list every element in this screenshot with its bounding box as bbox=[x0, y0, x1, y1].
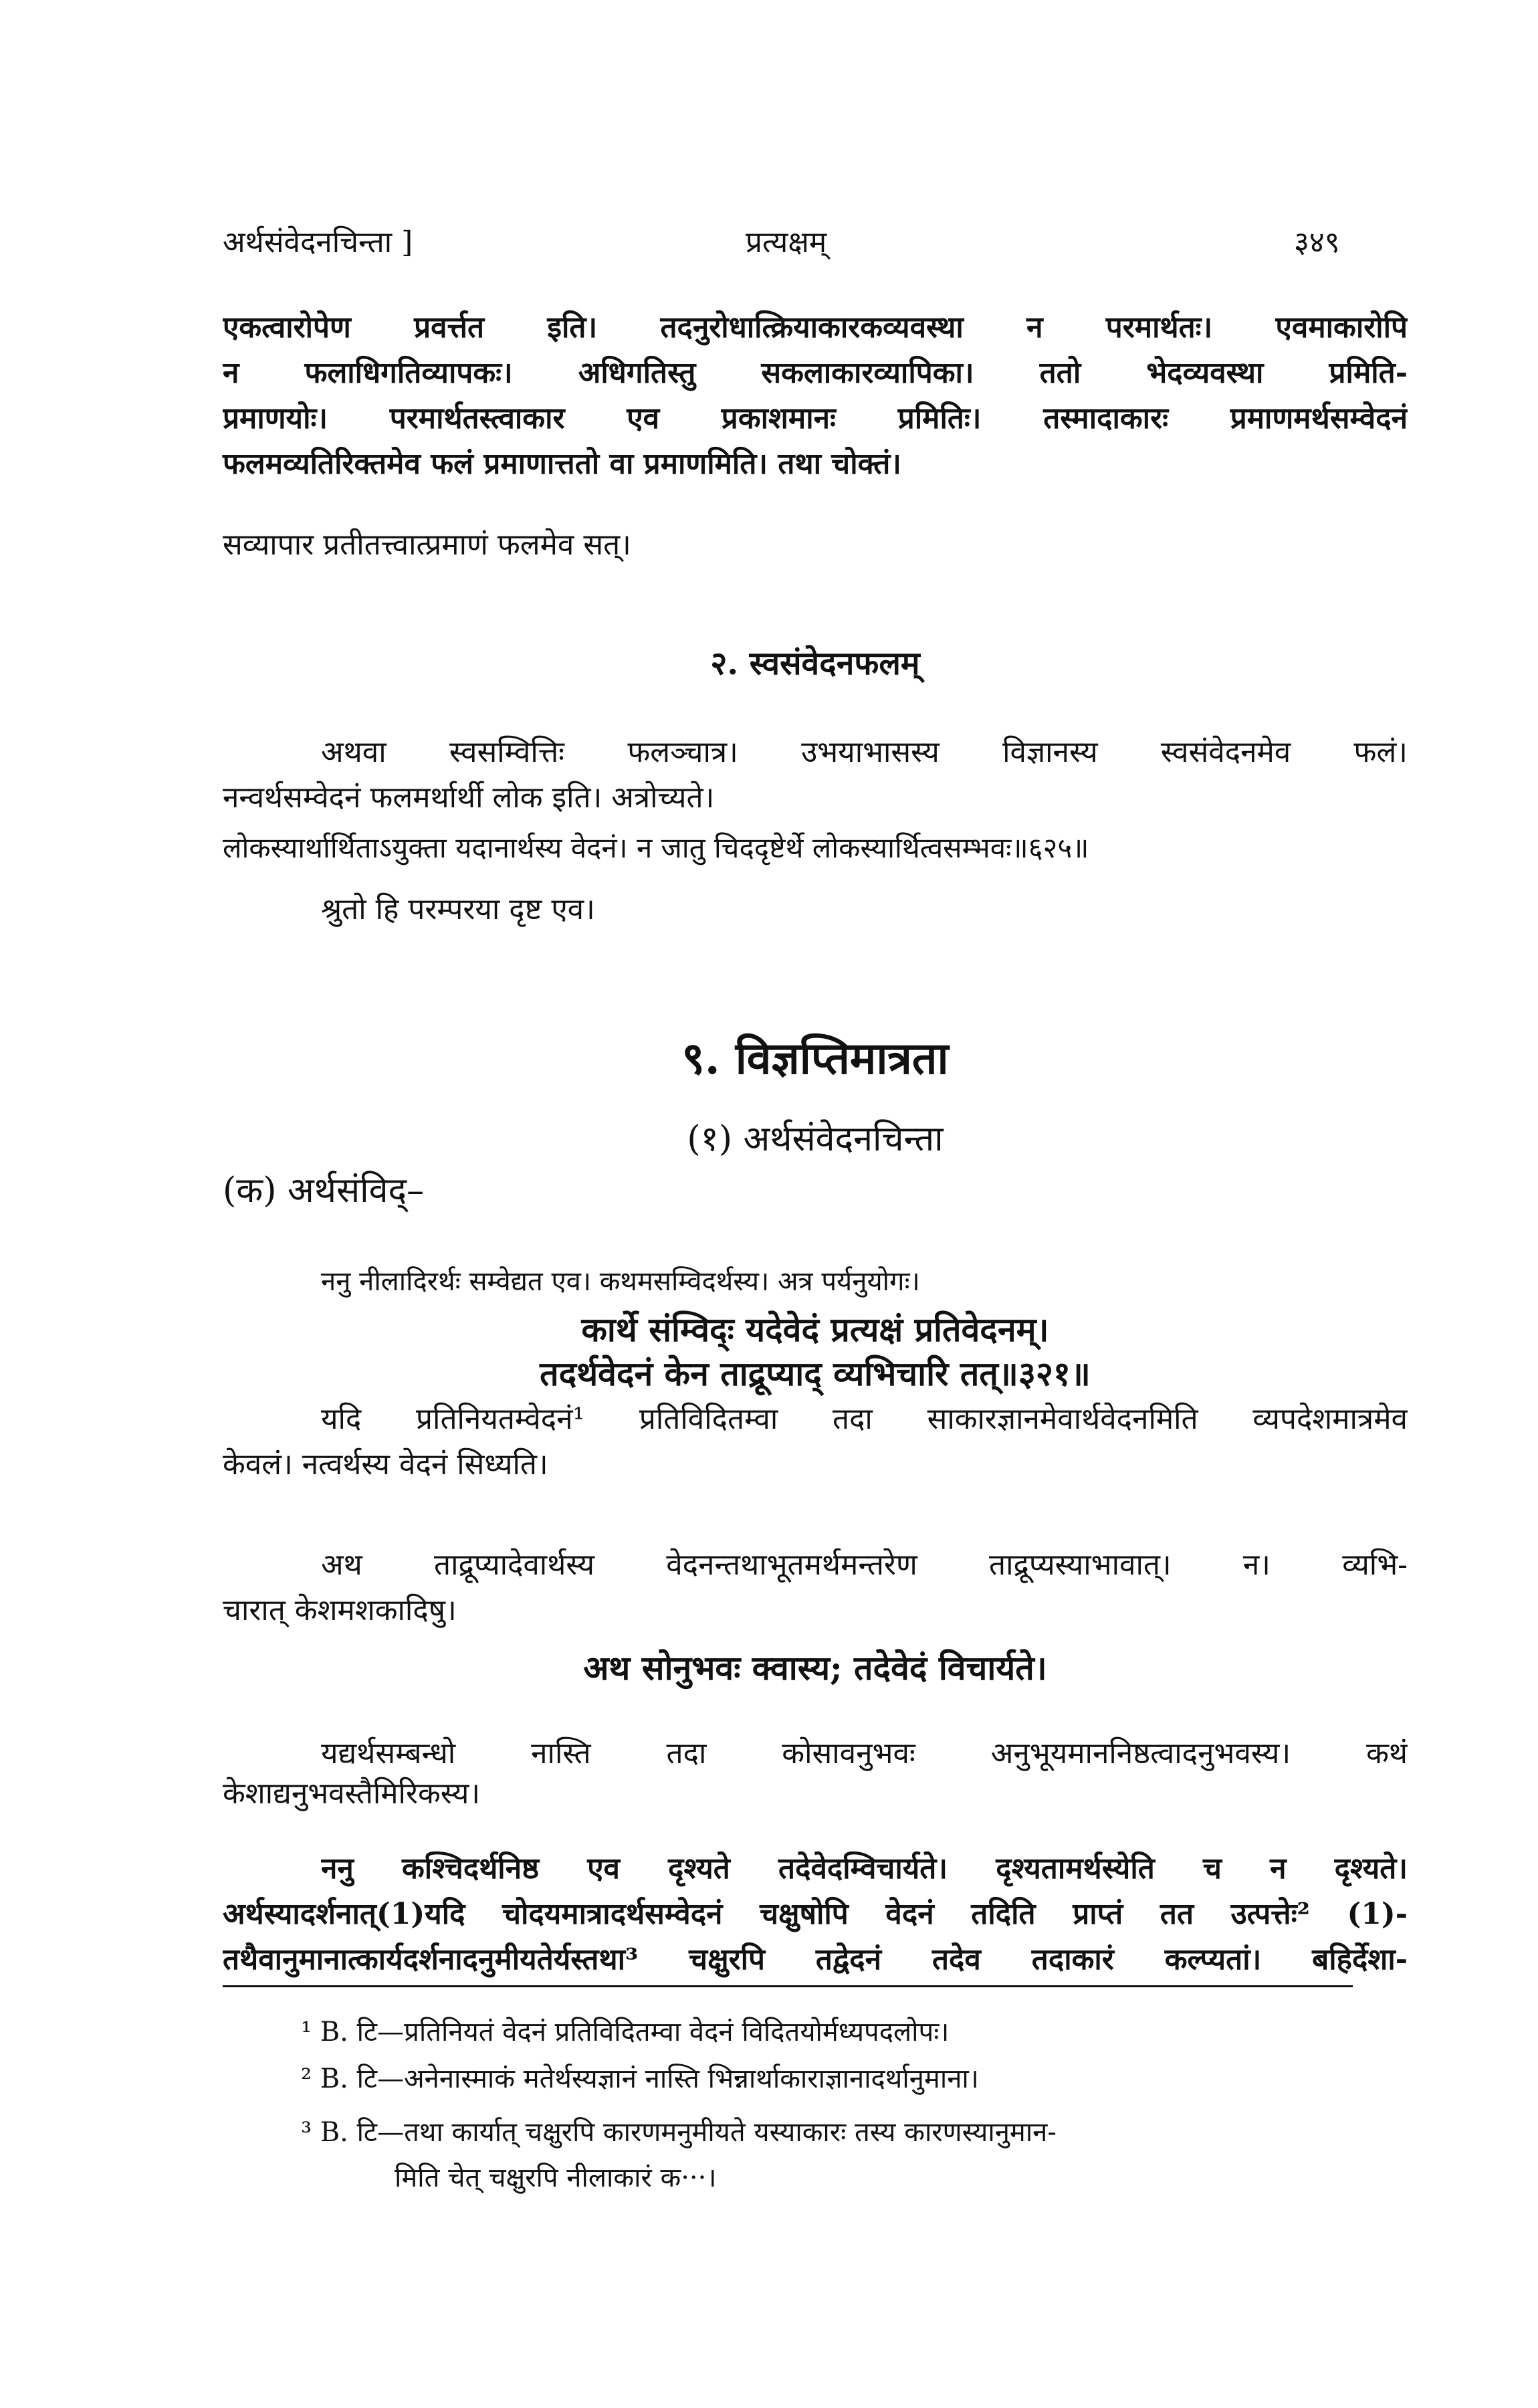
text-line: यद्यर्थसम्बन्धो नास्ति तदा कोसावनुभवः अनुभूयमाननिष्ठत्वादनुभवस्य। कथं bbox=[321, 1736, 1408, 1771]
text-line: श्रुतो हि परम्परया दृष्ट एव। bbox=[321, 892, 595, 926]
text-line: केशाद्यनुभवस्तैमिरिकस्य। bbox=[223, 1777, 481, 1811]
subsection-heading: (क) अर्थसंविद्– bbox=[223, 1171, 425, 1211]
footnote: ³ B. टि—तथा कार्यात् चक्षुरपि कारणमनुमीयते यस्याकारः तस्य कारणस्यानुमान- bbox=[301, 2117, 1057, 2148]
section-heading: २. स्वसंवेदनफलम् bbox=[710, 645, 920, 682]
verse-line: तदर्थवेदनं केन ताद्रूप्याद् व्यभिचारि तत्॥३२१॥ bbox=[540, 1354, 1091, 1393]
footnote: ² B. टि—अनेनास्माकं मतेर्थस्यज्ञानं नास्ति भिन्नार्थाकाराज्ञानादर्थानुमाना। bbox=[301, 2064, 979, 2094]
text-line: न फलाधिगतिव्यापकः। अधिगतिस्तु सकलाकारव्यापिका। ततो भेदव्यवस्था प्रमिति- bbox=[223, 356, 1408, 390]
centered-line: अथ सोनुभवः क्वास्य; तदेवेदं विचार्यते। bbox=[583, 1648, 1047, 1688]
text-line: ननु नीलादिरर्थः सम्वेद्यत एव। कथमसम्विदर्थस्य। अत्र पर्यनुयोगः। bbox=[321, 1266, 920, 1297]
footnote: मिति चेत् चक्षुरपि नीलाकारं क···। bbox=[395, 2163, 717, 2193]
text-line: फलमव्यतिरिक्तमेव फलं प्रमाणात्ततो वा प्रमाणमिति। तथा चोक्तं। bbox=[223, 447, 901, 481]
text-line: यदि प्रतिनियतम्वेदनं¹ प्रतिविदितम्वा तदा साकारज्ञानमेवार्थवेदनमिति व्यपदेशमात्रमेव bbox=[321, 1402, 1408, 1436]
text-line: नन्वर्थसम्वेदनं फलमर्थार्थी लोक इति। अत्रोच्यते। bbox=[223, 781, 715, 815]
page-number: ३४९ bbox=[1294, 225, 1340, 260]
text-line: अथवा स्वसम्वित्तिः फलञ्चात्र। उभयाभासस्य विज्ञानस्य स्वसंवेदनमेव फलं। bbox=[321, 735, 1408, 769]
footnote-divider bbox=[223, 1985, 1353, 1987]
text-line: तथैवानुमानात्कार्यदर्शनादनुमीयतेर्यस्तथा³ चक्षुरपि तद्वेदनं तदेव तदाकारं कल्प्यतां। बहिर्देशा- bbox=[223, 1942, 1408, 1977]
header-section-title: अर्थसंवेदनचिन्ता ] bbox=[223, 225, 413, 260]
footnote: ¹ B. टि—प्रतिनियतं वेदनं प्रतिविदितम्वा वेदनं विदितयोर्मध्यपदलोपः। bbox=[301, 2017, 950, 2047]
text-line: केवलं। नत्वर्थस्य वेदनं सिध्यति। bbox=[223, 1447, 548, 1482]
chapter-heading: ९. विज्ञप्तिमात्रता bbox=[681, 1032, 949, 1084]
text-line: चारात् केशमशकादिषु। bbox=[223, 1593, 457, 1627]
text-line: प्रमाणयोः। परमार्थतस्त्वाकार एव प्रकाशमानः प्रमितिः। तस्मादाकारः प्रमाणमर्थसम्वेदनं bbox=[223, 401, 1408, 435]
verse: लोकस्यार्थार्थिताऽयुक्ता यदानार्थस्य वेदनं। न जातु चिददृष्टेर्थे लोकस्यार्थित्वसम्भवः॥६२५॥ bbox=[223, 831, 1089, 864]
text-line: अर्थस्यादर्शनात्(1)यदि चोदयमात्रादर्थसम्वेदनं चक्षुषोपि वेदनं तदिति प्राप्तं तत उत्पत्तेः² (1)- bbox=[223, 1897, 1408, 1931]
quotation: सव्यापार प्रतीतत्त्वात्प्रमाणं फलमेव सत्। bbox=[223, 528, 631, 562]
verse-line: कार्थे संम्विद्ः यदेवेदं प्रत्यक्षं प्रतिवेदनम्। bbox=[581, 1310, 1049, 1349]
text-line: एकत्वारोपेण प्रवर्त्तत इति। तदनुरोधात्क्रियाकारकव्यवस्था न परमार्थतः। एवमाकारोपि bbox=[223, 310, 1408, 344]
text-line: अथ ताद्रूप्यादेवार्थस्य वेदनन्तथाभूतमर्थमन्तरेण ताद्रूप्यस्याभावात्। न। व्यभि- bbox=[321, 1548, 1408, 1582]
text-line: ननु कश्चिदर्थनिष्ठ एव दृश्यते तदेवेदम्विचार्यते। दृश्यतामर्थस्येति च न दृश्यते। bbox=[321, 1851, 1408, 1886]
header-chapter-title: प्रत्यक्षम् bbox=[746, 225, 827, 260]
chapter-subheading: (१) अर्थसंवेदनचिन्ता bbox=[687, 1119, 944, 1159]
